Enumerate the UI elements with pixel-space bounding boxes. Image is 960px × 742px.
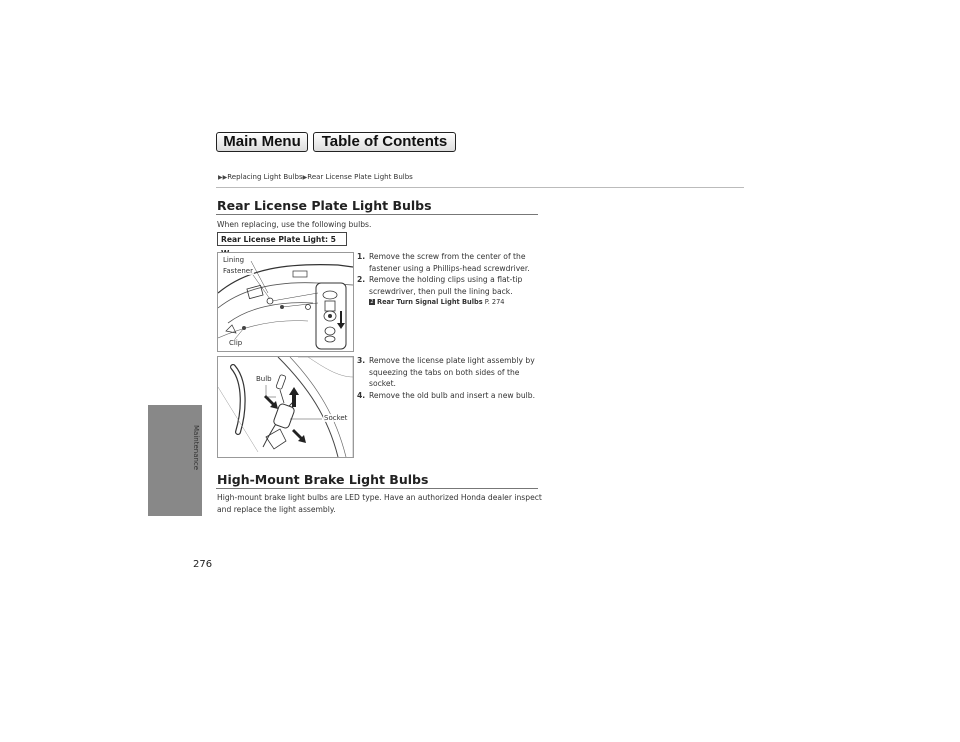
socket-diagram [218,357,353,457]
breadcrumb-arrow-icon: ▶ [302,174,308,181]
section-rule [216,488,538,489]
section-label: Maintenance [192,425,200,471]
section-rule [216,214,538,215]
table-of-contents-button[interactable]: Table of Contents [313,132,456,152]
step-text: Remove the old bulb and insert a new bulb. [369,391,535,400]
step-text: Remove the holding clips using a flat-tip screwdriver, then pull the lining back. [369,275,523,296]
step-number: 4. [357,391,366,400]
main-menu-button[interactable]: Main Menu [216,132,308,152]
page-number: 276 [193,559,213,570]
section-title-license-plate: Rear License Plate Light Bulbs [217,198,432,213]
step-text: Remove the license plate light assembly by squeezing the tabs on both sides of the socket. [369,356,535,388]
socket-label: Socket [324,414,348,422]
lining-removal-figure [217,252,354,352]
high-mount-body-text: High-mount brake light bulbs are LED type. Have an authorized Honda dealer inspect and replace the light assembly. [217,493,542,514]
section-title-high-mount: High-Mount Brake Light Bulbs [217,472,429,487]
breadcrumb [218,173,413,181]
step-item [357,251,542,274]
step-number: 1. [357,252,366,261]
reference-arrow-icon: 2 [370,299,374,305]
reference-page: P. 274 [484,298,505,306]
cross-reference-link[interactable] [369,298,504,306]
bulb-label: Bulb [256,375,272,383]
step-text: Remove the screw from the center of the fastener using a Phillips-head screwdriver. [369,252,530,273]
step-number: 3. [357,356,366,365]
intro-text: When replacing, use the following bulbs. [217,220,372,229]
step-item [357,355,542,390]
breadcrumb-item-replacing-light-bulbs[interactable]: Replacing Light Bulbs [227,173,303,181]
lining-label: Lining [223,256,245,264]
breadcrumb-arrow-icon: ▶▶ [218,174,228,181]
step-item [357,390,542,402]
header-divider [216,187,744,188]
step-item [357,274,542,297]
bulb-spec-box: Rear License Plate Light: 5 [217,232,347,246]
breadcrumb-item-rear-license-plate[interactable]: Rear License Plate Light Bulbs [307,173,413,181]
clip-label: Clip [229,339,243,347]
fastener-label: Fastener [223,267,253,275]
reference-title[interactable]: Rear Turn Signal Light Bulbs [377,298,483,306]
light-assembly-figure [217,356,354,458]
step-number: 2. [357,275,366,284]
